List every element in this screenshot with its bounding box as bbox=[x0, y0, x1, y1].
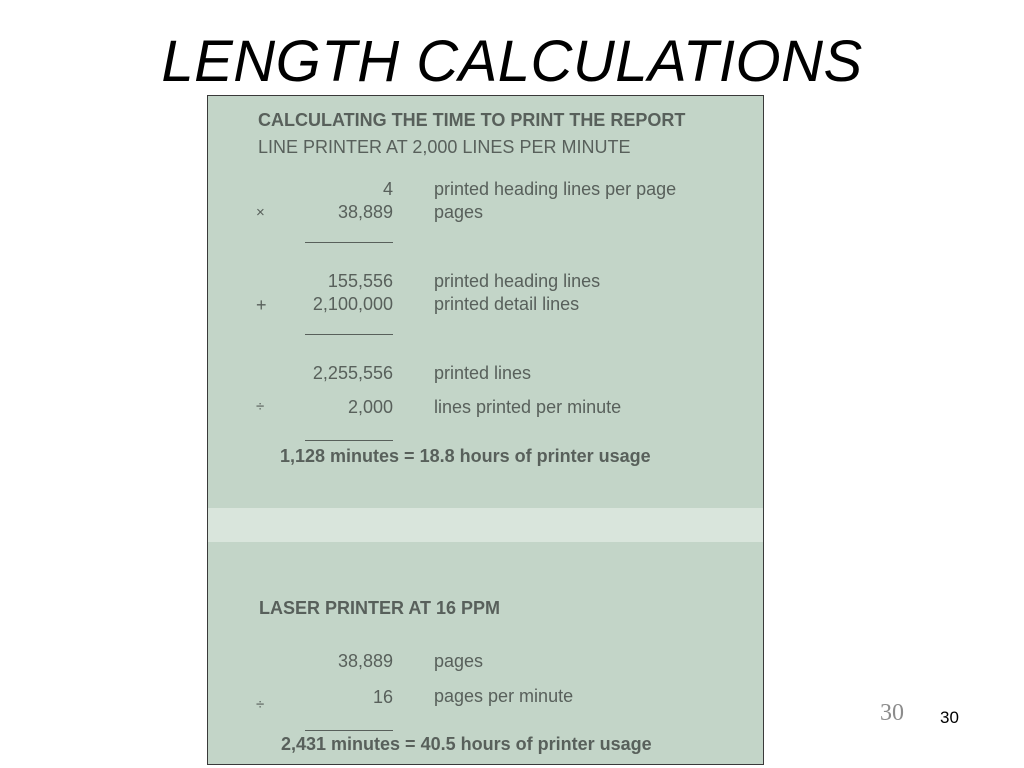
slide-title: LENGTH CALCULATIONS bbox=[161, 29, 863, 94]
detail-lines-label: printed detail lines bbox=[434, 294, 580, 314]
laser-printer-heading: LASER PRINTER AT 16 PPM bbox=[259, 598, 501, 618]
heading-lines-per-page-label: printed heading lines per page bbox=[434, 179, 677, 199]
detail-lines-value: 2,100,000 bbox=[312, 294, 393, 314]
lines-per-minute-label: lines printed per minute bbox=[434, 397, 622, 417]
page-number-serif: 30 bbox=[880, 700, 904, 726]
divider-rule bbox=[305, 334, 393, 335]
pages-per-minute-label: pages per minute bbox=[434, 686, 574, 706]
heading-lines-per-page-value: 4 bbox=[382, 179, 393, 199]
section-separator-band bbox=[208, 508, 763, 542]
line-printer-result: 1,128 minutes = 18.8 hours of printer usage bbox=[280, 446, 651, 466]
lines-per-minute-value: 2,000 bbox=[347, 397, 393, 417]
panel-subheading: LINE PRINTER AT 2,000 LINES PER MINUTE bbox=[258, 137, 631, 157]
pages-value: 38,889 bbox=[337, 202, 393, 222]
pages-label: pages bbox=[434, 202, 484, 222]
plus-operator: + bbox=[256, 295, 267, 315]
printed-lines-label: printed lines bbox=[434, 363, 532, 383]
heading-lines-label: printed heading lines bbox=[434, 271, 601, 291]
divide-operator: ÷ bbox=[256, 398, 265, 415]
page-number: 30 bbox=[940, 708, 959, 727]
divider-rule bbox=[305, 730, 393, 731]
printed-lines-value: 2,255,556 bbox=[312, 363, 393, 383]
pages-per-minute-value: 16 bbox=[372, 687, 393, 707]
divider-rule bbox=[305, 440, 393, 441]
divider-rule bbox=[305, 242, 393, 243]
laser-printer-result: 2,431 minutes = 40.5 hours of printer usage bbox=[281, 734, 652, 754]
calculation-panel bbox=[207, 95, 764, 765]
multiply-operator: × bbox=[256, 204, 265, 221]
heading-lines-value: 155,556 bbox=[327, 271, 393, 291]
laser-pages-label: pages bbox=[434, 651, 484, 671]
panel-heading: CALCULATING THE TIME TO PRINT THE REPORT bbox=[258, 110, 686, 130]
divide-operator: ÷ bbox=[256, 696, 265, 713]
laser-pages-value: 38,889 bbox=[337, 651, 393, 671]
